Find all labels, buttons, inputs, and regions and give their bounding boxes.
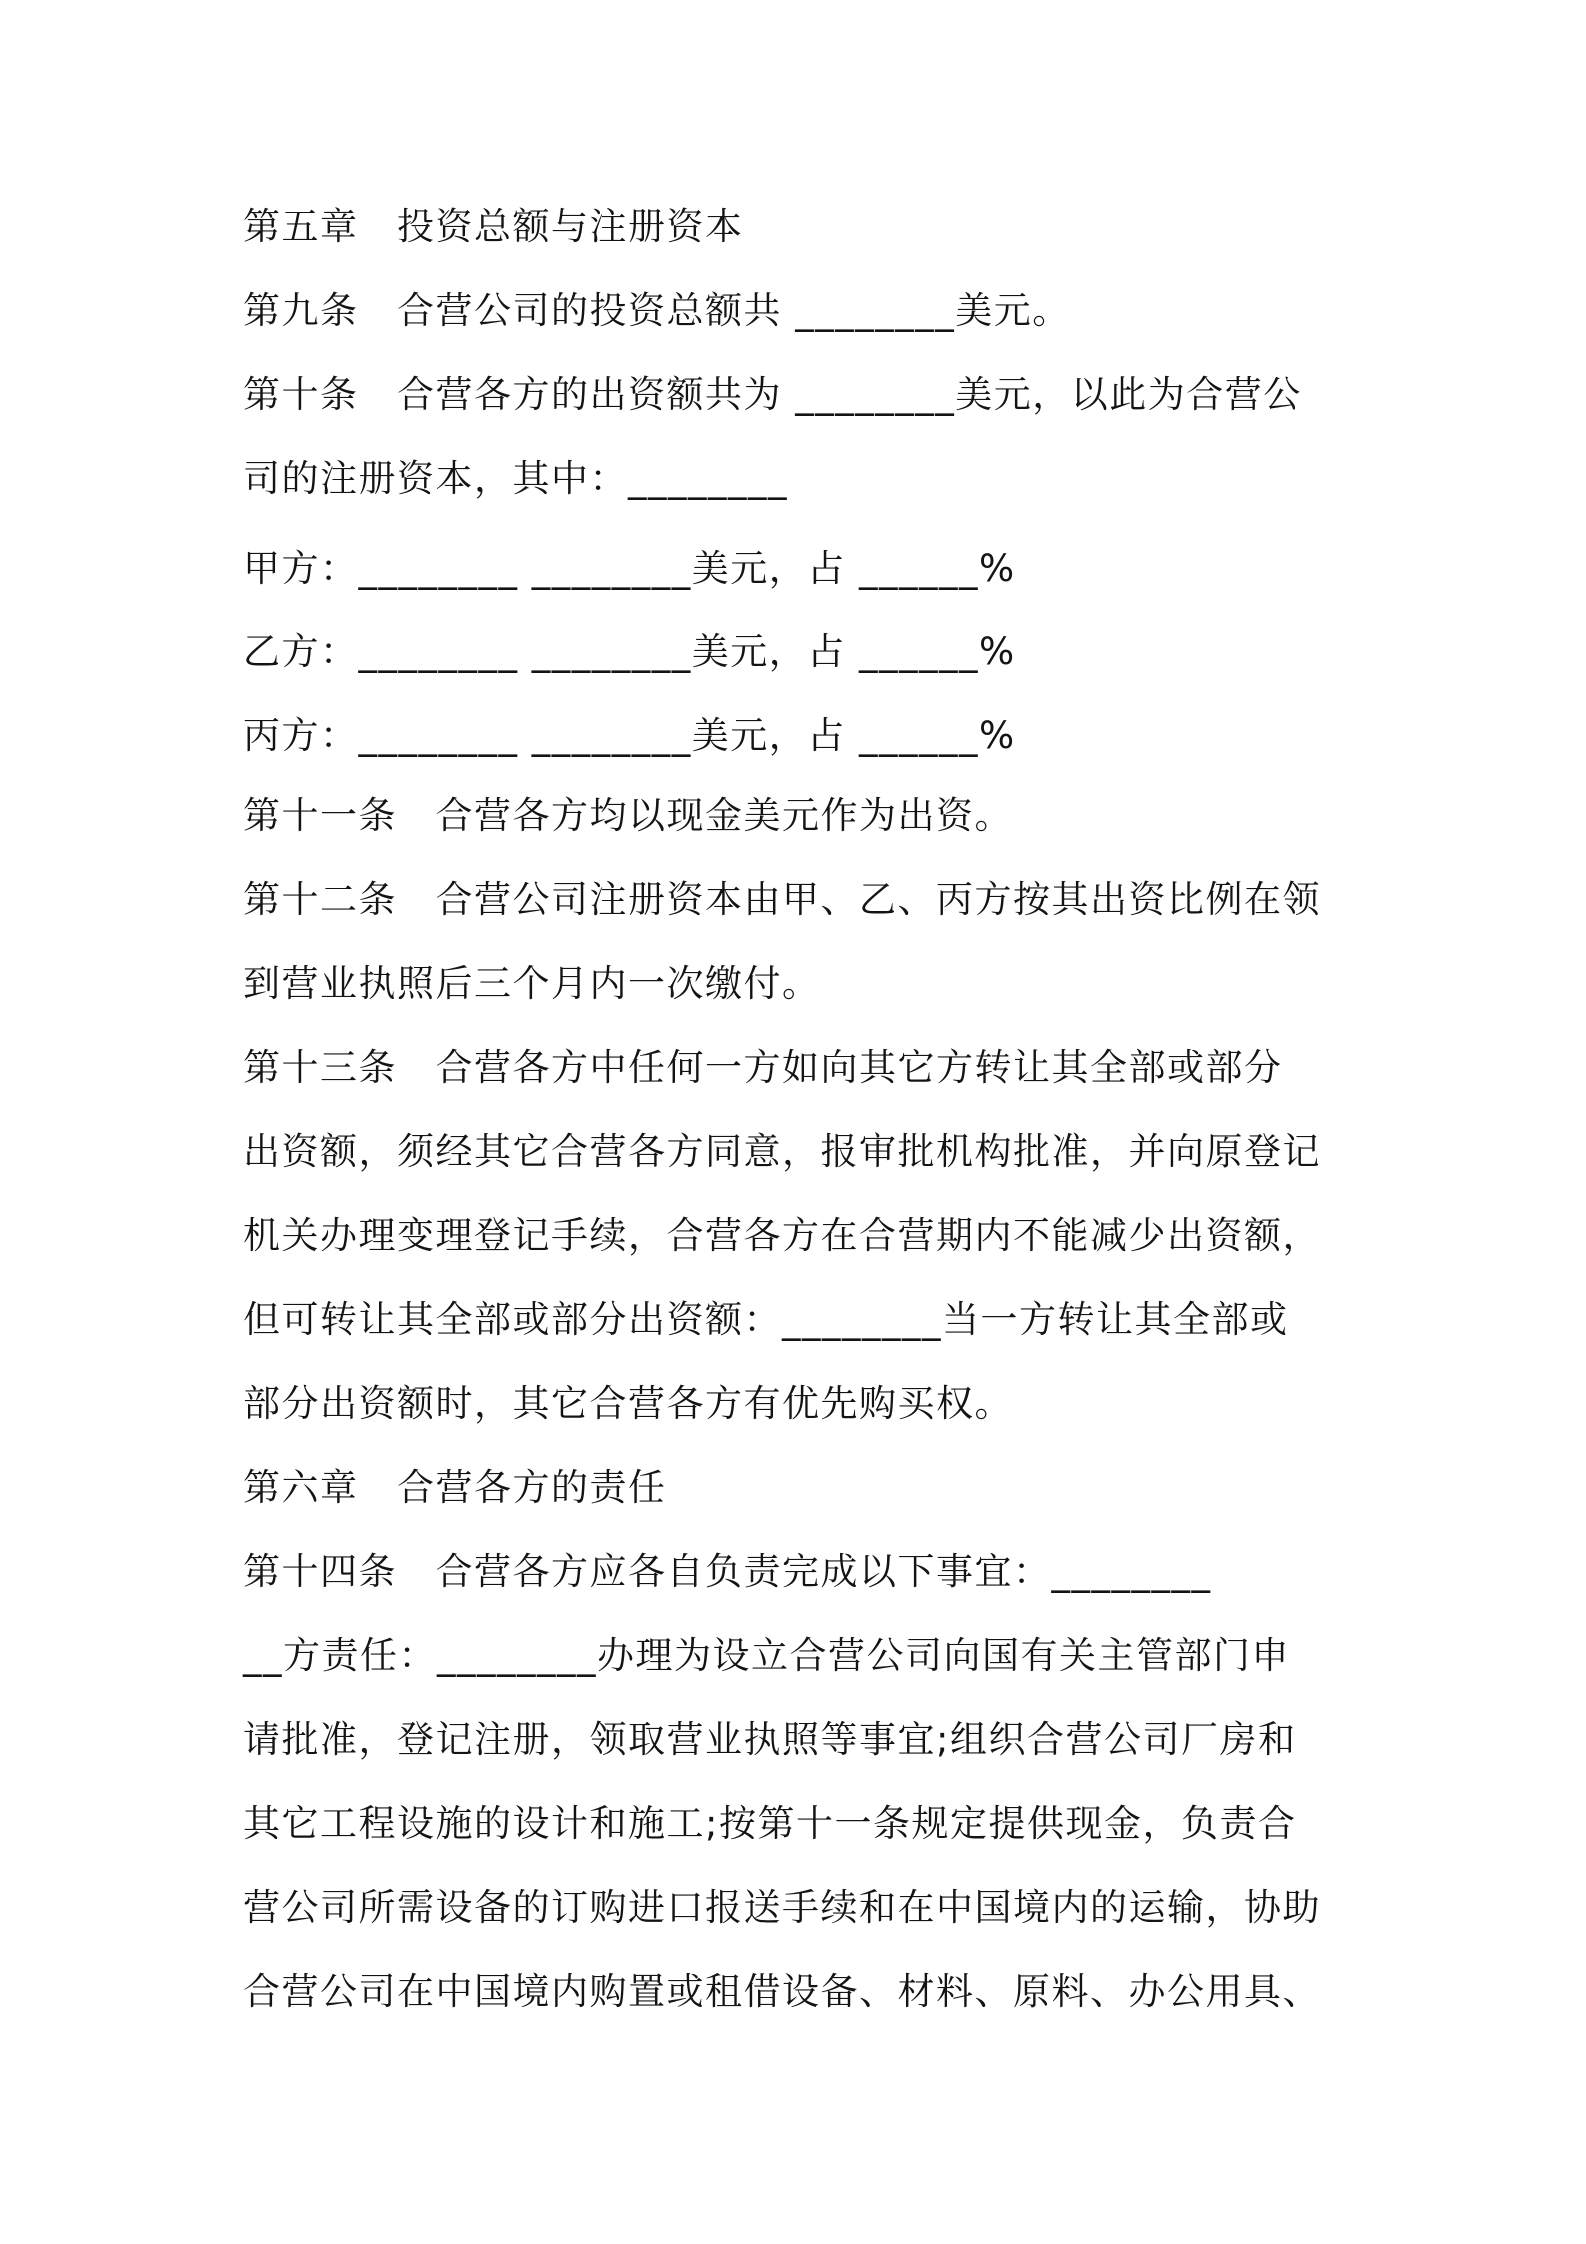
text-line: 但可转让其全部或部分出资额：________当一方转让其全部或: [243, 1298, 1289, 1341]
text-line: 甲方：________ ________美元，占 ______%: [243, 547, 1016, 590]
text-line: __方责任：________办理为设立合营公司向国有关主管部门申: [243, 1634, 1290, 1677]
text-line: 到营业执照后三个月内一次缴付。: [243, 962, 821, 1005]
text-line: 第十三条 合营各方中任何一方如向其它方转让其全部或部分: [243, 1046, 1283, 1089]
text-line: 第十二条 合营公司注册资本由甲、乙、丙方按其出资比例在领: [243, 878, 1321, 921]
text-line: 其它工程设施的设计和施工;按第十一条规定提供现金，负责合: [243, 1802, 1297, 1845]
text-line: 第十条 合营各方的出资额共为 ________美元，以此为合营公: [243, 373, 1302, 416]
text-line: 第九条 合营公司的投资总额共 ________美元。: [243, 289, 1071, 332]
text-line: 出资额，须经其它合营各方同意，报审批机构批准，并向原登记: [243, 1130, 1321, 1173]
text-line: 机关办理变理登记手续，合营各方在合营期内不能减少出资额，: [243, 1214, 1321, 1257]
text-line: 营公司所需设备的订购进口报送手续和在中国境内的运输，协助: [243, 1886, 1321, 1929]
chapter-heading: 第六章 合营各方的责任: [243, 1466, 667, 1509]
text-line: 请批准，登记注册，领取营业执照等事宜;组织合营公司厂房和: [243, 1718, 1297, 1761]
text-line: 乙方：________ ________美元，占 ______%: [243, 630, 1016, 673]
text-line: 合营公司在中国境内购置或租借设备、材料、原料、办公用具、: [243, 1970, 1321, 2013]
text-line: 第十四条 合营各方应各自负责完成以下事宜：________: [243, 1550, 1212, 1593]
chapter-heading: 第五章 投资总额与注册资本: [243, 205, 744, 248]
text-line: 第十一条 合营各方均以现金美元作为出资。: [243, 794, 1013, 837]
text-line: 部分出资额时，其它合营各方有优先购买权。: [243, 1382, 1013, 1425]
text-line: 司的注册资本，其中：________: [243, 457, 788, 500]
text-line: 丙方：________ ________美元，占 ______%: [243, 714, 1016, 757]
